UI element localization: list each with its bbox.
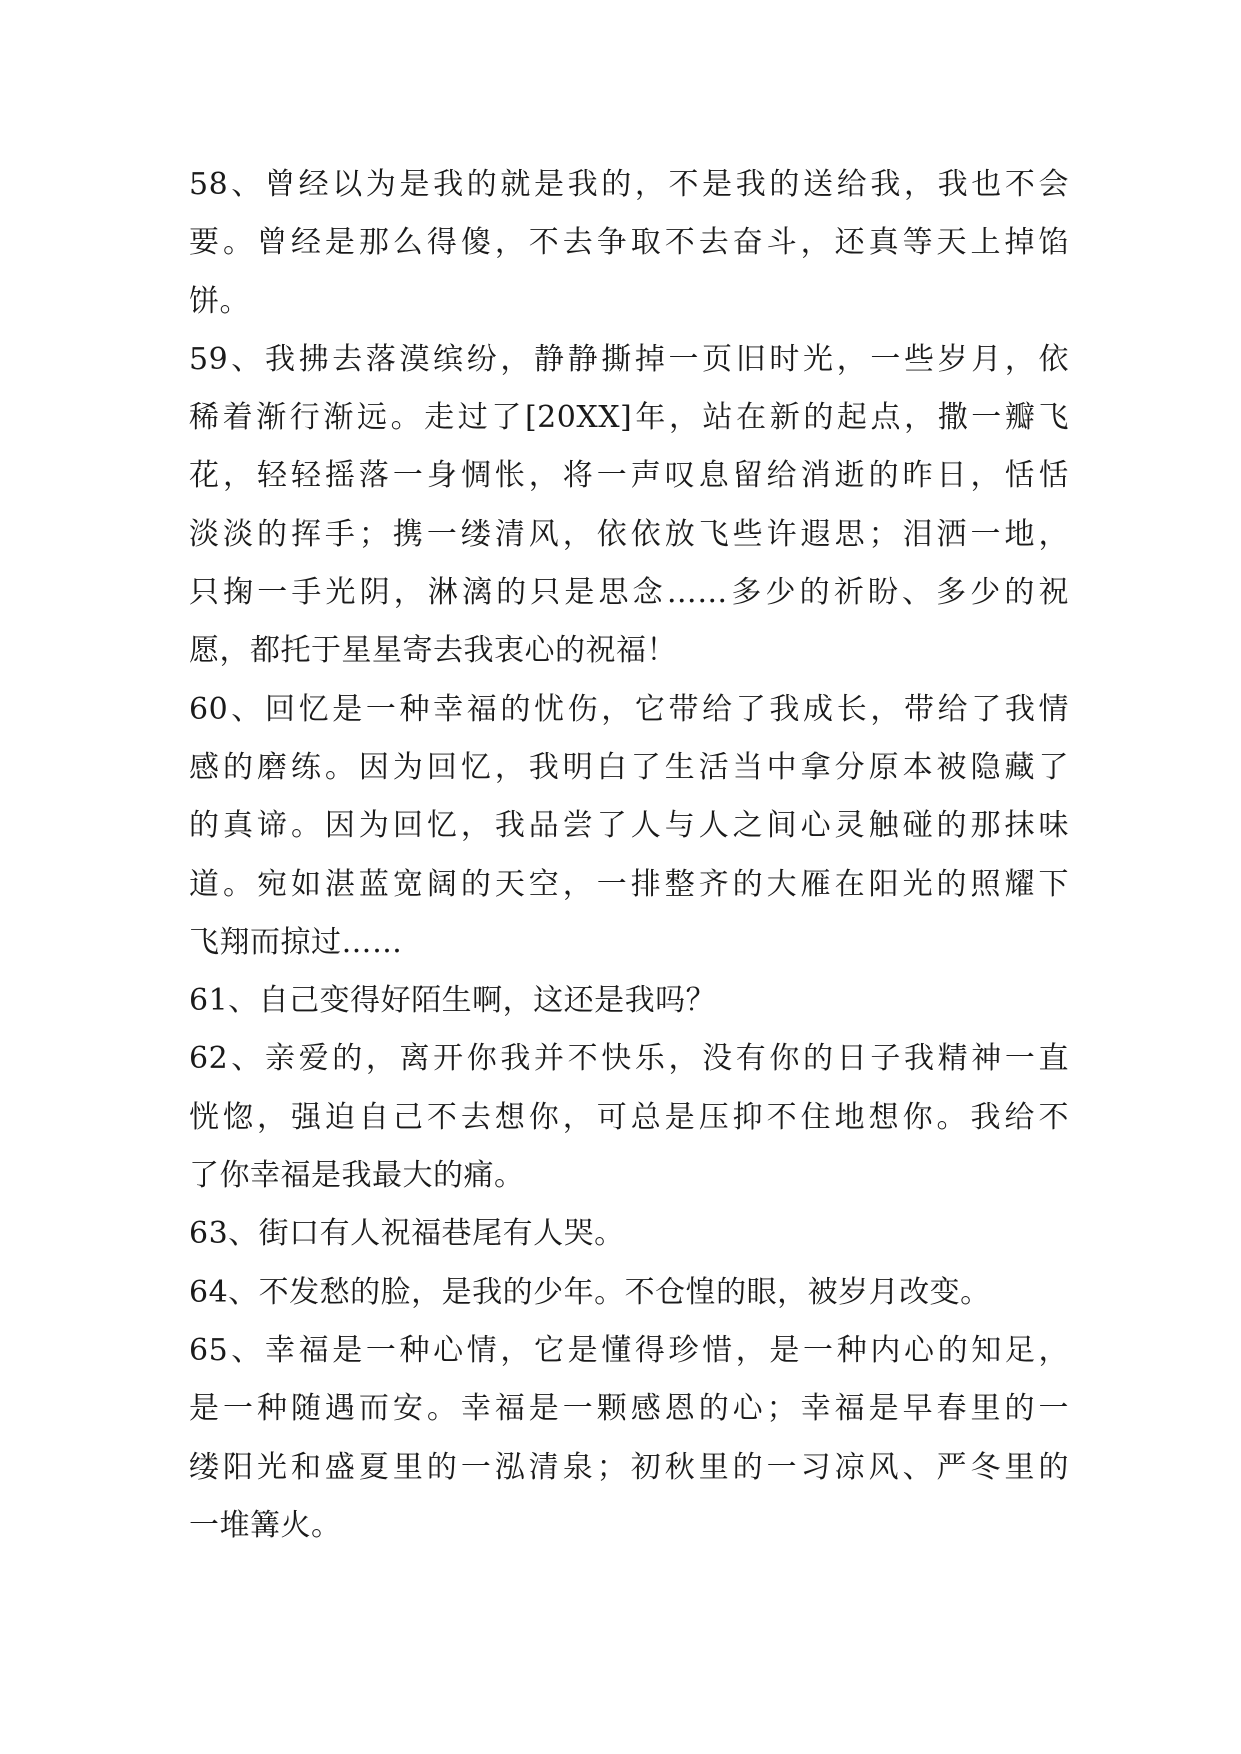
text-line: 道。宛如湛蓝宽阔的天空，一排整齐的大雁在阳光的照耀下 (189, 866, 1069, 902)
text-line: 63、街口有人祝福巷尾有人哭。 (189, 1216, 625, 1252)
text-line: 淡淡的挥手；携一缕清风，依依放飞些许遐思；泪洒一地， (189, 516, 1069, 552)
text-line: 62、亲爱的，离开你我并不快乐，没有你的日子我精神一直 (189, 1041, 1069, 1077)
text-line: 是一种随遇而安。幸福是一颗感恩的心；幸福是早春里的一 (189, 1391, 1069, 1427)
text-line: 59、我拂去落漠缤纷，静静撕掉一页旧时光，一些岁月，依 (189, 341, 1069, 377)
text-line: 饼。 (189, 283, 250, 319)
text-line: 只掬一手光阴，淋漓的只是思念……多少的祈盼、多少的祝 (189, 575, 1069, 611)
paragraph-63 (189, 1205, 1069, 1263)
paragraph-58 (189, 156, 1069, 331)
document-body (189, 156, 1069, 1555)
text-line: 61、自己变得好陌生啊，这还是我吗？ (189, 983, 717, 1019)
text-line: 飞翔而掠过…… (189, 924, 403, 960)
paragraph-65 (189, 1322, 1069, 1555)
text-line: 58、曾经以为是我的就是我的，不是我的送给我，我也不会 (189, 167, 1069, 202)
text-line: 感的磨练。因为回忆，我明白了生活当中拿分原本被隐藏了 (189, 749, 1069, 785)
text-line: 愿，都托于星星寄去我衷心的祝福！ (189, 633, 677, 669)
text-line: 恍惚，强迫自己不去想你，可总是压抑不住地想你。我给不 (189, 1099, 1069, 1135)
paragraph-64 (189, 1264, 1069, 1322)
text-line: 64、不发愁的脸，是我的少年。不仓惶的眼，被岁月改变。 (189, 1274, 991, 1310)
text-line: 缕阳光和盛夏里的一泓清泉；初秋里的一习凉风、严冬里的 (189, 1449, 1069, 1485)
text-line: 60、回忆是一种幸福的忧伤，它带给了我成长，带给了我情 (189, 691, 1069, 727)
paragraph-61 (189, 972, 1069, 1030)
text-line: 要。曾经是那么得傻，不去争取不去奋斗，还真等天上掉馅 (189, 225, 1069, 261)
text-line: 了你幸福是我最大的痛。 (189, 1158, 525, 1194)
paragraph-62 (189, 1030, 1069, 1205)
paragraph-60 (189, 681, 1069, 972)
text-line: 65、幸福是一种心情，它是懂得珍惜，是一种内心的知足， (189, 1332, 1069, 1368)
paragraph-59 (189, 331, 1069, 681)
text-line: 花，轻轻摇落一身惆怅，将一声叹息留给消逝的昨日，恬恬 (189, 458, 1069, 494)
text-line: 一堆篝火。 (189, 1507, 342, 1543)
text-line: 的真谛。因为回忆，我品尝了人与人之间心灵触碰的那抹味 (189, 808, 1069, 844)
text-line: 稀着渐行渐远。走过了[20XX]年，站在新的起点，撒一瓣飞 (189, 400, 1069, 436)
